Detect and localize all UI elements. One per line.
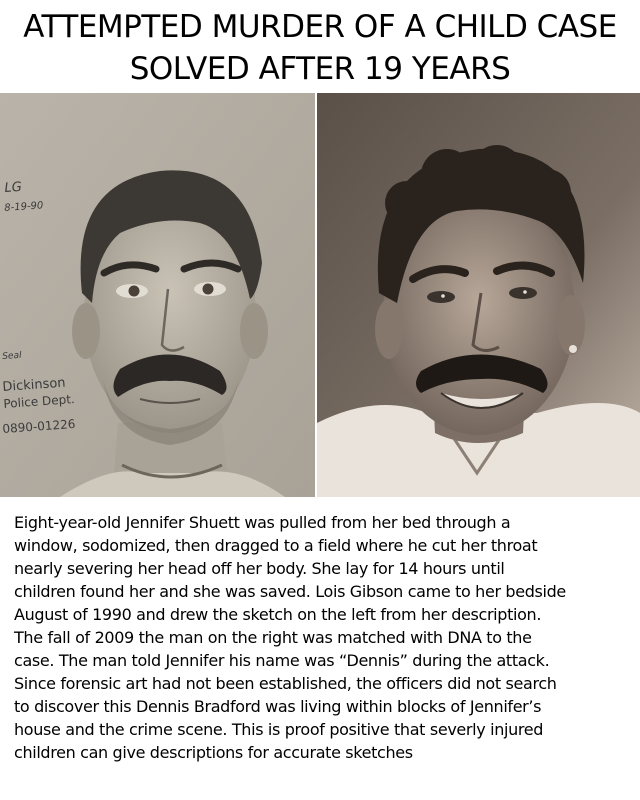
story-line-6: The fall of 2009 the man on the right was matched with DNA to the: [14, 628, 532, 647]
story-line-1: Eight-year-old Jennifer Shuett was pulled from her bed through a: [14, 513, 511, 532]
story-line-5: August of 1990 and drew the sketch on the left from her description.: [14, 605, 542, 624]
case-number: 0890-01226: [2, 416, 76, 436]
department-subname: Police Dept.: [3, 392, 76, 411]
sketch-drawing: [0, 93, 315, 497]
seal-label: Seal: [2, 350, 22, 362]
headline: [0, 6, 640, 90]
story-text: [14, 511, 634, 764]
photo-comparison: [0, 93, 640, 497]
composite-sketch: [0, 93, 315, 497]
story-line-10: house and the crime scene. This is proof positive that severly injured: [14, 720, 544, 739]
headline-line-2: SOLVED AFTER 19 YEARS: [129, 51, 511, 87]
story-line-3: nearly severing her head off her body. She lay for 14 hours until: [14, 559, 505, 578]
suspect-photo: [317, 93, 640, 497]
story-line-9: to discover this Dennis Bradford was living within blocks of Jennifer’s: [14, 697, 542, 716]
story-line-8: Since forensic art had not been established, the officers did not search: [14, 674, 557, 693]
story-line-4: children found her and she was saved. Lois Gibson came to her bedside: [14, 582, 566, 601]
sketch-date: 8-19-90: [4, 200, 44, 214]
story-line-11: children can give descriptions for accurate sketches: [14, 743, 413, 762]
photo-image: [317, 93, 640, 497]
department-name: Dickinson: [2, 375, 67, 395]
artist-signature: LG: [4, 179, 23, 196]
headline-line-1: ATTEMPTED MURDER OF A CHILD CASE: [23, 9, 617, 45]
story-line-7: case. The man told Jennifer his name was “Dennis” during the attack.: [14, 651, 550, 670]
story-line-2: window, sodomized, then dragged to a field where he cut her throat: [14, 536, 538, 555]
